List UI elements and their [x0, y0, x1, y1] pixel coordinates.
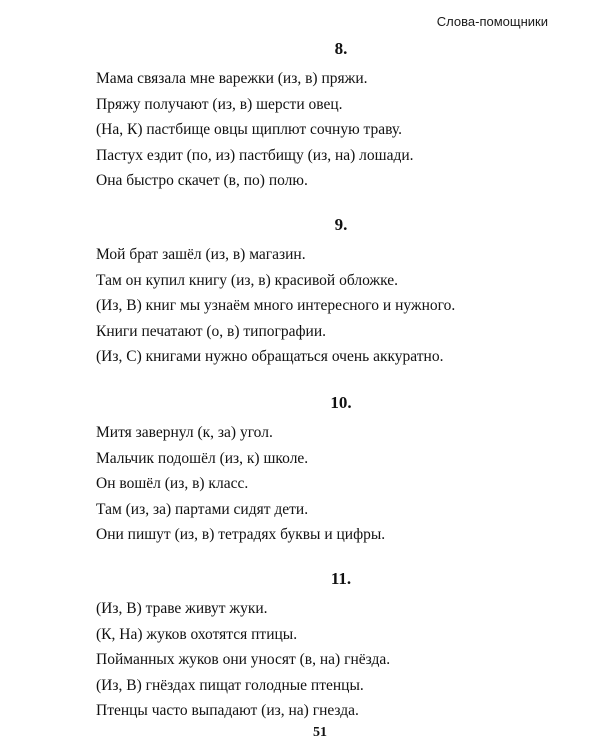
- sentence: Пастух ездит (по, из) пастбищу (из, на) лошади.: [96, 146, 414, 164]
- sentence: Мальчик подошёл (из, к) школе.: [96, 449, 309, 467]
- sentence: Они пишут (из, в) тетрадях буквы и цифры.: [96, 526, 386, 543]
- sentence: (Из, С) книгами нужно обращаться очень аккуратно.: [96, 348, 444, 365]
- exercise-number: 10.: [330, 393, 352, 412]
- exercise-10: [96, 392, 556, 548]
- sentence: Он вошёл (из, в) класс.: [96, 475, 249, 492]
- exercise-9: [96, 214, 556, 370]
- sentence: (На, К) пастбище овцы щиплют сочную траву.: [96, 121, 402, 138]
- sentence: Митя завернул (к, за) угол.: [96, 424, 273, 441]
- sentence: (Из, В) книг мы узнаём много интересного и нужного.: [96, 297, 456, 314]
- sentence: Там он купил книгу (из, в) красивой обложке.: [96, 271, 399, 289]
- sentence: (Из, В) гнёздах пищат голодные птенцы.: [96, 676, 364, 694]
- exercise-8: [96, 38, 556, 194]
- sentence: Мой брат зашёл (из, в) магазин.: [96, 246, 306, 263]
- exercise-number: 9.: [334, 215, 348, 234]
- sentence: Мама связала мне варежки (из, в) пряжи.: [96, 70, 368, 87]
- sentence: (К, На) жуков охотятся птицы.: [96, 625, 298, 643]
- exercise-number: 11.: [330, 569, 352, 588]
- sentence: Там (из, за) партами сидят дети.: [96, 500, 309, 518]
- sentence: Она быстро скачет (в, по) полю.: [96, 172, 308, 189]
- sentence: Книги печатают (о, в) типографии.: [96, 322, 327, 340]
- running-header: Слова-помощники: [436, 14, 548, 29]
- sentence: Пряжу получают (из, в) шерсти овец.: [96, 95, 343, 113]
- exercise-11: [96, 568, 556, 724]
- sentence: (Из, В) траве живут жуки.: [96, 600, 268, 617]
- sentence: Птенцы часто выпадают (из, на) гнезда.: [96, 702, 359, 719]
- exercise-number: 8.: [334, 39, 348, 58]
- sentence: Пойманных жуков они уносят (в, на) гнёзда.: [96, 651, 391, 668]
- page-number: 51: [313, 725, 327, 740]
